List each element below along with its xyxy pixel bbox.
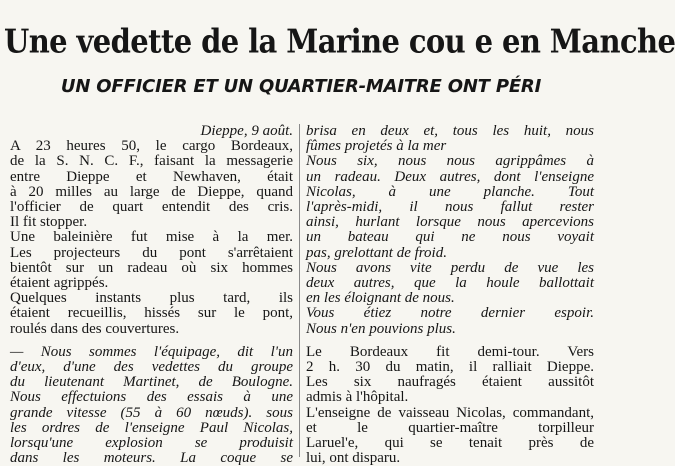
text-line: Nous effectuions des essais à une bbox=[10, 389, 293, 406]
text-line: Les projecteurs du pont s'arrêtaient bbox=[10, 244, 293, 261]
text-line: L'enseigne de vaisseau Nicolas, commandant, bbox=[306, 404, 594, 421]
headline: Une vedette de la Marine cou e en Manche bbox=[4, 22, 675, 61]
text-line: lui, ont disparu. bbox=[306, 450, 401, 466]
text-line: étaient agrippés. bbox=[10, 275, 109, 292]
text-line: Quelques instants plus tard, ils bbox=[10, 290, 293, 307]
text-line: un radeau. Deux autres, dont l'enseigne bbox=[306, 168, 594, 185]
text-line: admis à l'hôpital. bbox=[306, 389, 409, 406]
text-line: en les éloignant de nous. bbox=[306, 290, 455, 307]
text-line: deux autres, que la houle ballottait bbox=[306, 275, 594, 292]
text-line: grande vitesse (55 à 60 nœuds). sous bbox=[10, 404, 293, 421]
article-column-left bbox=[10, 124, 293, 466]
text-line: Dieppe, 9 août. bbox=[200, 123, 293, 139]
text-line: A 23 heures 50, le cargo Bordeaux, bbox=[10, 138, 293, 155]
column-divider bbox=[299, 124, 300, 457]
text-line: Nous six, nous nous agrippâmes à bbox=[306, 153, 594, 170]
text-line: un bateau qui ne nous voyait bbox=[306, 229, 594, 246]
text-line: du lieutenant Martinet, de Boulogne. bbox=[10, 374, 293, 391]
text-line: Une baleinière fut mise à la mer. bbox=[10, 229, 293, 246]
text-line: dans les moteurs. La coque se bbox=[10, 450, 293, 466]
article-column-right bbox=[306, 124, 594, 466]
text-line: étaient recueillis, hissés sur le pont, bbox=[10, 305, 293, 322]
text-line: et le quartier-maître torpilleur bbox=[306, 419, 594, 436]
text-line: à 20 milles au large de Dieppe, quand bbox=[10, 183, 293, 200]
text-line: entre Dieppe et Newhaven, était bbox=[10, 168, 293, 185]
text-line: l'après-midi, il nous fallut rester bbox=[306, 199, 594, 216]
text-line: Il fit stopper. bbox=[10, 214, 88, 231]
text-line: brisa en deux et, tous les huit, nous bbox=[306, 123, 594, 139]
text-line: l'officier de quart entendit des cris. bbox=[10, 199, 293, 216]
text-line: d'eux, d'une des vedettes du groupe bbox=[10, 359, 293, 376]
text-line: fûmes projetés à la mer bbox=[306, 138, 447, 155]
text-line: Nous avons vite perdu de vue les bbox=[306, 259, 594, 276]
text-line: 2 h. 30 du matin, il ralliait Dieppe. bbox=[306, 359, 594, 376]
text-line: lorsqu'une explosion se produisit bbox=[10, 435, 293, 452]
text-line: Laruel'e, qui se tenait près de bbox=[306, 435, 594, 452]
text-line: Vous étiez notre dernier espoir. bbox=[306, 305, 594, 322]
text-line: Nicolas, à une planche. Tout bbox=[306, 183, 594, 200]
text-line: les ordres de l'enseigne Paul Nicolas, bbox=[10, 419, 293, 436]
text-line: Nous n'en pouvions plus. bbox=[306, 320, 456, 337]
text-line: Les six naufragés étaient aussitôt bbox=[306, 374, 594, 391]
subheadline: UN OFFICIER ET UN QUARTIER-MAITRE ONT PÉRI bbox=[60, 76, 542, 97]
text-line: pas, grelottant de froid. bbox=[306, 244, 447, 261]
text-line: roulés dans des couvertures. bbox=[10, 320, 180, 337]
text-line: bientôt sur un radeau où six hommes bbox=[10, 259, 293, 276]
text-line: de la S. N. C. F., faisant la messagerie bbox=[10, 153, 293, 170]
text-line: — Nous sommes l'équipage, dit l'un bbox=[10, 343, 293, 360]
text-line: Le Bordeaux fit demi-tour. Vers bbox=[306, 343, 594, 360]
text-line: ainsi, hurlant lorsque nous apercevions bbox=[306, 214, 594, 231]
